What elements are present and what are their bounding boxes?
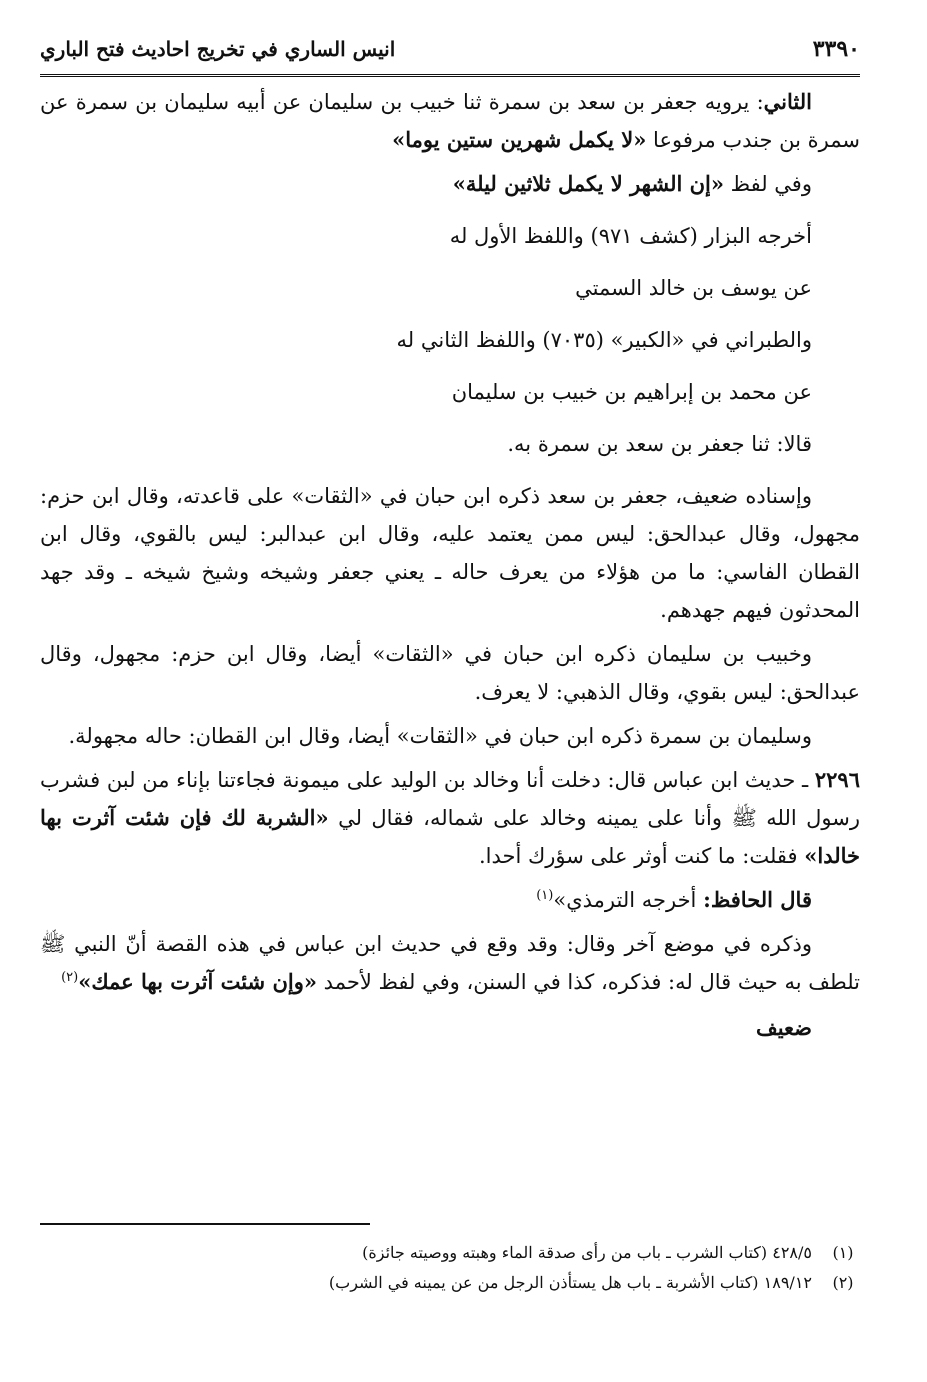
text-line: عن محمد بن إبراهيم بن خبيب بن سليمان — [451, 380, 812, 404]
text-line: قالا: ثنا جعفر بن سعد بن سمرة به. — [507, 432, 812, 456]
hadith-text: فقلت: ما كنت أوثر على سؤرك أحدا. — [478, 844, 805, 868]
page-header — [40, 30, 860, 77]
paragraph-text: وذكره في موضع آخر وقال: وقد وقع في حديث ابن عباس في هذه القصة أنّ النبي ﷺ تلطف به حيث قال له: فذكره، كذا في السنن، وفي لفظ لأحمد — [40, 932, 860, 994]
document-page — [40, 30, 860, 1350]
paragraph-text: : يرويه جعفر بن سعد بن سمرة ثنا خبيب بن سليمان عن أبيه سليمان بن سمرة عن سمرة بن جندب مرفوعا — [40, 90, 860, 152]
footnote-text: ٤٢٨/٥ (كتاب الشرب ـ باب من رأى صدقة الماء وهبته ووصيته جائزة) — [362, 1243, 812, 1262]
footnotes — [40, 1238, 860, 1298]
page-number: ٣٣٩٠ — [812, 36, 860, 62]
text-line — [40, 165, 860, 203]
paragraph: وسليمان بن سمرة ذكره ابن حبان في «الثقات» أيضا، وقال ابن القطان: حاله مجهولة. — [68, 724, 812, 748]
hadith-text: ـ حديث ابن عباس قال: دخلت أنا وخالد بن الوليد على ميمونة فجاءتنا بإناء من لبن فشرب رسول الله ﷺ وأنا على يمينه وخالد على شماله، فقال لي — [40, 768, 860, 830]
hadith-entry — [40, 761, 860, 875]
footnote — [40, 1268, 860, 1298]
hadith-quote: «إن الشهر لا يكمل ثلاثين ليلة» — [452, 171, 724, 196]
text-line: عن يوسف بن خالد السمتي — [575, 276, 812, 300]
hadith-quote: «لا يكمل شهرين ستين يوما» — [392, 127, 647, 152]
paragraph: وخبيب بن سليمان ذكره ابن حبان في «الثقات» أيضا، وقال ابن حزم: مجهول، وقال عبدالحق: ليس بقوي، وقال الذهبي: لا يعرف. — [40, 642, 860, 704]
hadith-number: ٢٢٩٦ — [814, 767, 860, 792]
footnote-number: (٢) — [832, 1273, 854, 1292]
footnote-ref[interactable]: (١) — [536, 888, 554, 903]
paragraph: وإسناده ضعيف، جعفر بن سعد ذكره ابن حبان في «الثقات» على قاعدته، وقال ابن حزم: مجهول، وقال عبدالحق: ليس ممن يعتمد عليه، وقال ابن عبدالبر: ليس بالقوي، وقال ابن القطان الفاسي: ما من هؤلاء من يعرف حاله ـ يعني جعفر وشيخه وشيخ شيخه ـ وقد جهد المحدثون فيهم جهدهم. — [40, 484, 860, 622]
hafiz-text: أخرجه الترمذي» — [553, 888, 704, 912]
footnote-divider — [40, 1223, 370, 1225]
hafiz-line — [40, 881, 860, 919]
hadith-quote: «وإن شئت آثرت بها عمك» — [78, 969, 317, 994]
text-line: أخرجه البزار (كشف ٩٧١) واللفظ الأول له — [449, 224, 812, 248]
footnote-ref[interactable]: (٢) — [61, 970, 79, 985]
page-body — [40, 83, 860, 1047]
paragraph — [40, 925, 860, 1001]
hadith-grade: ضعيف — [755, 1015, 812, 1040]
footnote — [40, 1238, 860, 1268]
book-title: انيس الساري في تخريج احاديث فتح الباري — [40, 37, 396, 61]
text-line: والطبراني في «الكبير» (٧٠٣٥) واللفظ الثاني له — [396, 328, 812, 352]
footnote-number: (١) — [832, 1243, 854, 1262]
paragraph-lead: الثاني — [763, 89, 812, 114]
line-text: وفي لفظ — [724, 172, 812, 196]
footnote-text: ١٨٩/١٢ (كتاب الأشربة ـ باب هل يستأذن الرجل من عن يمينه في الشرب) — [328, 1273, 812, 1292]
hadith-quote: «الشربة لك فإن شئت آثرت بها خالدا» — [40, 805, 860, 868]
paragraph — [40, 83, 860, 159]
hafiz-label: قال الحافظ: — [703, 887, 812, 912]
